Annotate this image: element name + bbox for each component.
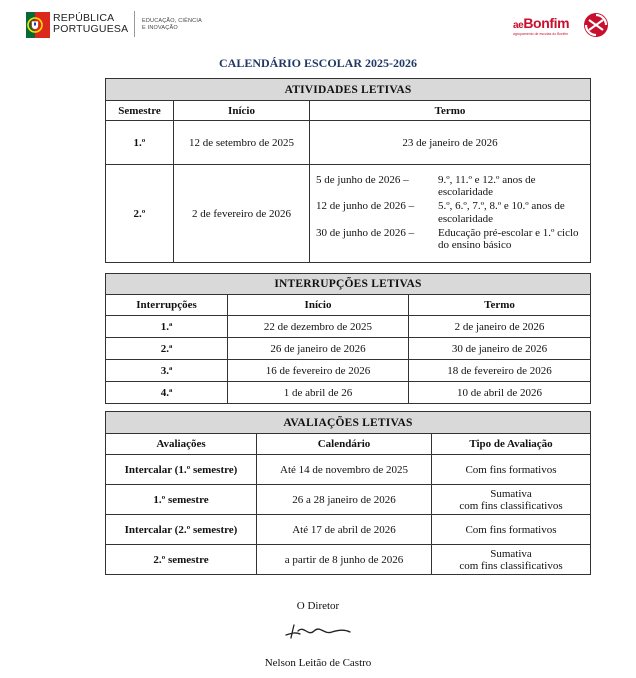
tipo-cell: Sumativa com fins classificativos (432, 545, 591, 575)
handwritten-signature (284, 619, 354, 643)
inicio-cell: 12 de setembro de 2025 (174, 121, 310, 165)
atividades-letivas-table (105, 78, 591, 263)
republic-emblem-icon (26, 12, 50, 38)
termo-cell (310, 165, 591, 263)
termo-date: 30 de junho de 2026 – (316, 226, 415, 239)
column-header: Calendário (257, 434, 432, 455)
calendario-cell: 26 a 28 janeiro de 2026 (257, 485, 432, 515)
termo-date: 5 de junho de 2026 – (316, 173, 409, 186)
termo-date: 12 de junho de 2026 – (316, 200, 415, 213)
termo-cell: 23 de janeiro de 2026 (310, 121, 591, 165)
column-header: Termo (409, 295, 591, 316)
avaliacao-cell: 1.º semestre (106, 485, 257, 515)
calendario-cell: Até 14 de novembro de 2025 (257, 455, 432, 485)
termo-description: 9.º, 11.º e 12.º anos de escolaridade (438, 173, 536, 199)
column-header: Início (174, 101, 310, 121)
table-row (106, 515, 591, 545)
table-row (106, 360, 591, 382)
table-row (106, 455, 591, 485)
header-divider (134, 11, 135, 37)
section-heading: AVALIAÇÕES LETIVAS (106, 412, 591, 434)
table-row (106, 316, 591, 338)
termo-item (316, 227, 586, 252)
interrupcao-number: 1.ª (106, 316, 228, 338)
table-row (106, 545, 591, 575)
interrupcoes-letivas-table (105, 273, 591, 404)
inicio-cell: 22 de dezembro de 2025 (228, 316, 409, 338)
section-heading: ATIVIDADES LETIVAS (106, 79, 591, 101)
interrupcao-number: 4.ª (106, 382, 228, 404)
document-header (0, 0, 636, 50)
termo-item (316, 174, 586, 199)
termo-cell: 30 de janeiro de 2026 (409, 338, 591, 360)
republic-name: REPÚBLICA PORTUGUESA (53, 12, 129, 35)
avaliacoes-letivas-table (105, 411, 591, 575)
inicio-cell: 2 de fevereiro de 2026 (174, 165, 310, 263)
termo-cell: 10 de abril de 2026 (409, 382, 591, 404)
school-logo-text: aeBonfim agrupamento de escolas do Bonfim (513, 15, 570, 36)
avaliacao-cell: Intercalar (1.º semestre) (106, 455, 257, 485)
interrupcao-number: 3.ª (106, 360, 228, 382)
inicio-cell: 16 de fevereiro de 2026 (228, 360, 409, 382)
tipo-cell: Com fins formativos (432, 455, 591, 485)
table-row (106, 485, 591, 515)
termo-description: Educação pré-escolar e 1.º ciclo do ensino básico (438, 226, 579, 252)
signer-role: O Diretor (296, 600, 340, 612)
inicio-cell: 1 de abril de 26 (228, 382, 409, 404)
column-header: Semestre (106, 101, 174, 121)
calendario-cell: a partir de 8 junho de 2026 (257, 545, 432, 575)
termo-item (316, 200, 586, 225)
signer-name: Nelson Leitão de Castro (264, 657, 372, 669)
column-header: Início (228, 295, 409, 316)
table-row (106, 338, 591, 360)
column-header: Avaliações (106, 434, 257, 455)
column-header: Termo (310, 101, 591, 121)
table-row (106, 382, 591, 404)
tipo-cell: Sumativa com fins classificativos (432, 485, 591, 515)
column-header: Tipo de Avaliação (432, 434, 591, 455)
termo-cell: 18 de fevereiro de 2026 (409, 360, 591, 382)
page-title: CALENDÁRIO ESCOLAR 2025-2026 (218, 56, 418, 70)
calendario-cell: Até 17 de abril de 2026 (257, 515, 432, 545)
semestre-cell: 2.º (106, 165, 174, 263)
school-brand: Bonfim (523, 15, 570, 31)
ministry-name: EDUCAÇÃO, CIÊNCIA E INOVAÇÃO (142, 18, 202, 31)
school-subtitle: agrupamento de escolas do Bonfim (513, 32, 569, 36)
semestre-cell: 1.º (106, 121, 174, 165)
avaliacao-cell: Intercalar (2.º semestre) (106, 515, 257, 545)
termo-cell: 2 de janeiro de 2026 (409, 316, 591, 338)
table-row (106, 165, 591, 263)
avaliacao-cell: 2.º semestre (106, 545, 257, 575)
interrupcao-number: 2.ª (106, 338, 228, 360)
column-header: Interrupções (106, 295, 228, 316)
termo-description: 5.º, 6.º, 7.º, 8.º e 10.º anos de escolaridade (438, 200, 565, 225)
school-emblem-icon (583, 12, 609, 38)
inicio-cell: 26 de janeiro de 2026 (228, 338, 409, 360)
section-heading: INTERRUPÇÕES LETIVAS (106, 274, 591, 295)
tipo-cell: Com fins formativos (432, 515, 591, 545)
table-row (106, 121, 591, 165)
